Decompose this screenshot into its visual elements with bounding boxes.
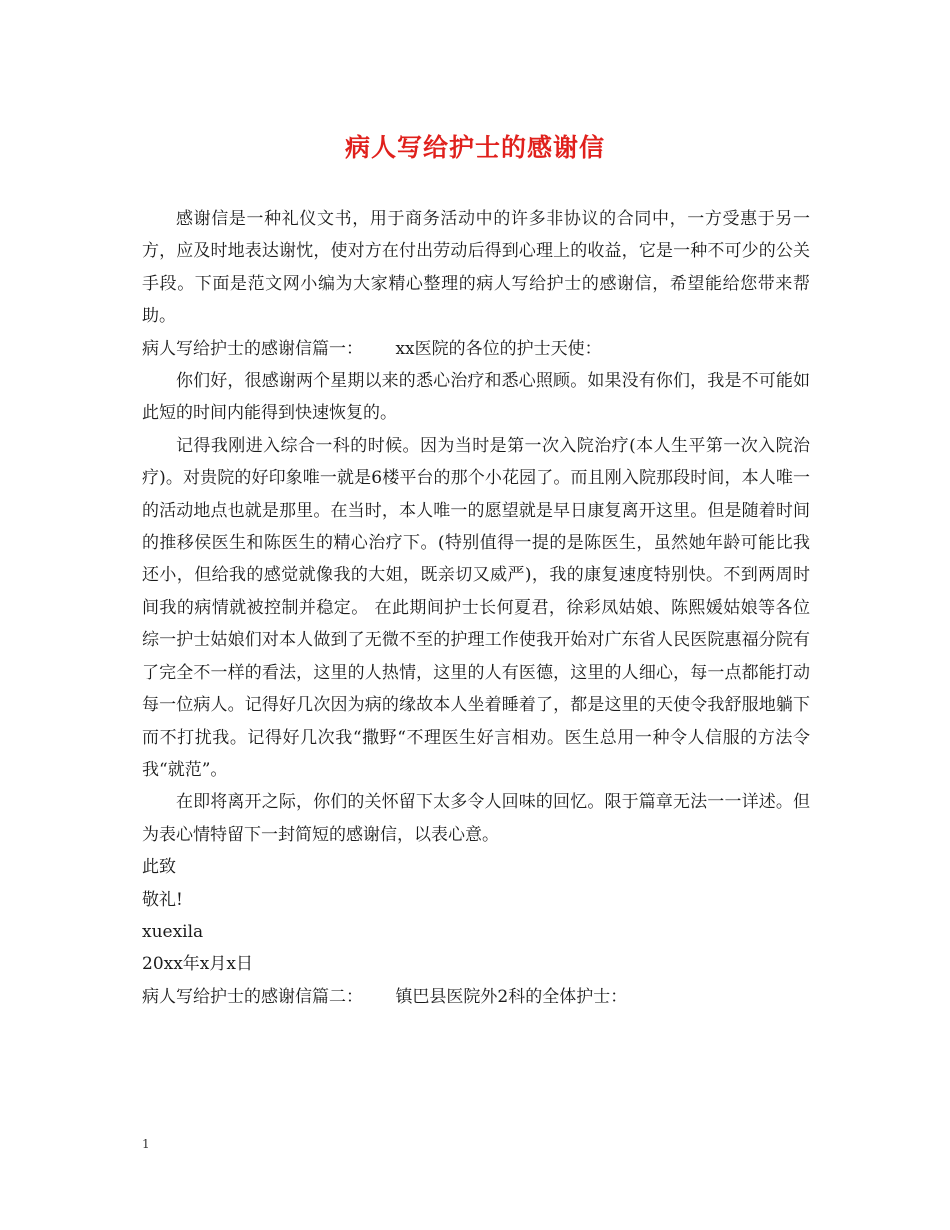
document-body xyxy=(142,203,810,1013)
section2-heading-line xyxy=(142,981,810,1013)
section1-paragraph-3: 在即将离开之际，你们的关怀留下太多令人回味的回忆。限于篇章无法一一详述。但为表心情特留下一封简短的感谢信，以表心意。 xyxy=(142,792,810,845)
section1-paragraph-2: 记得我刚进入综合一科的时候。因为当时是第一次入院治疗(本人生平第一次入院治疗)。对贵院的好印象唯一就是6楼平台的那个小花园了。而且刚入院那段时间，本人唯一的活动地点也就是那里。在当时，本人唯一的愿望就是早日康复离开这里。但是随着时间的推移侯医生和陈医生的精心治疗下。(特别值得一提的是陈医生，虽然她年龄可能比我还小，但给我的感觉就像我的大姐，既亲切又威严)，我的康复速度特别快。不到两周时间我的病情就被控制并稳定。 在此期间护士长何夏君，徐彩凤姑娘、陈熙媛姑娘等各位综一护士姑娘们对本人做到了无微不至的护理工作使我开始对广东省人民医院惠福分院有了完全不一样的看法，这里的人热情，这里的人有医德，这里的人细心，每一点都能打动每一位病人。记得好几次因为病的缘故本人坐着睡着了，都是这里的天使令我舒服地躺下而不打扰我。记得好几次我“撒野“不理医生好言相劝。医生总用一种令人信服的方法令我“就范”。 xyxy=(142,435,810,780)
section1-paragraph-1: 你们好，很感谢两个星期以来的悉心治疗和悉心照顾。如果没有你们，我是不可能如此短的时间内能得到快速恢复的。 xyxy=(142,371,810,424)
section1-heading-line xyxy=(142,333,810,365)
section2-salutation: 镇巴县医院外2科的全体护士： xyxy=(395,986,628,1007)
signature-line: xuexila xyxy=(142,921,204,942)
document-title: 病人写给护士的感谢信 xyxy=(344,133,605,162)
date-line: 20xx年x月x日 xyxy=(142,954,253,975)
intro-paragraph: 感谢信是一种礼仪文书，用于商务活动中的许多非协议的合同中，一方受惠于另一方，应及时地表达谢忱，使对方在付出劳动后得到心理上的收益，它是一种不可少的公关手段。下面是范文网小编为大家精心整理的病人写给护士的感谢信，希望能给您带来帮助。 xyxy=(142,209,810,327)
section1-salutation: xx医院的各位的护士天使： xyxy=(395,338,602,359)
page-number: 1 xyxy=(142,1137,150,1151)
regards-line: 敬礼! xyxy=(142,889,183,910)
closing-line: 此致 xyxy=(142,857,176,878)
section2-heading: 病人写给护士的感谢信篇二： xyxy=(142,986,363,1007)
section1-heading: 病人写给护士的感谢信篇一： xyxy=(142,338,363,359)
